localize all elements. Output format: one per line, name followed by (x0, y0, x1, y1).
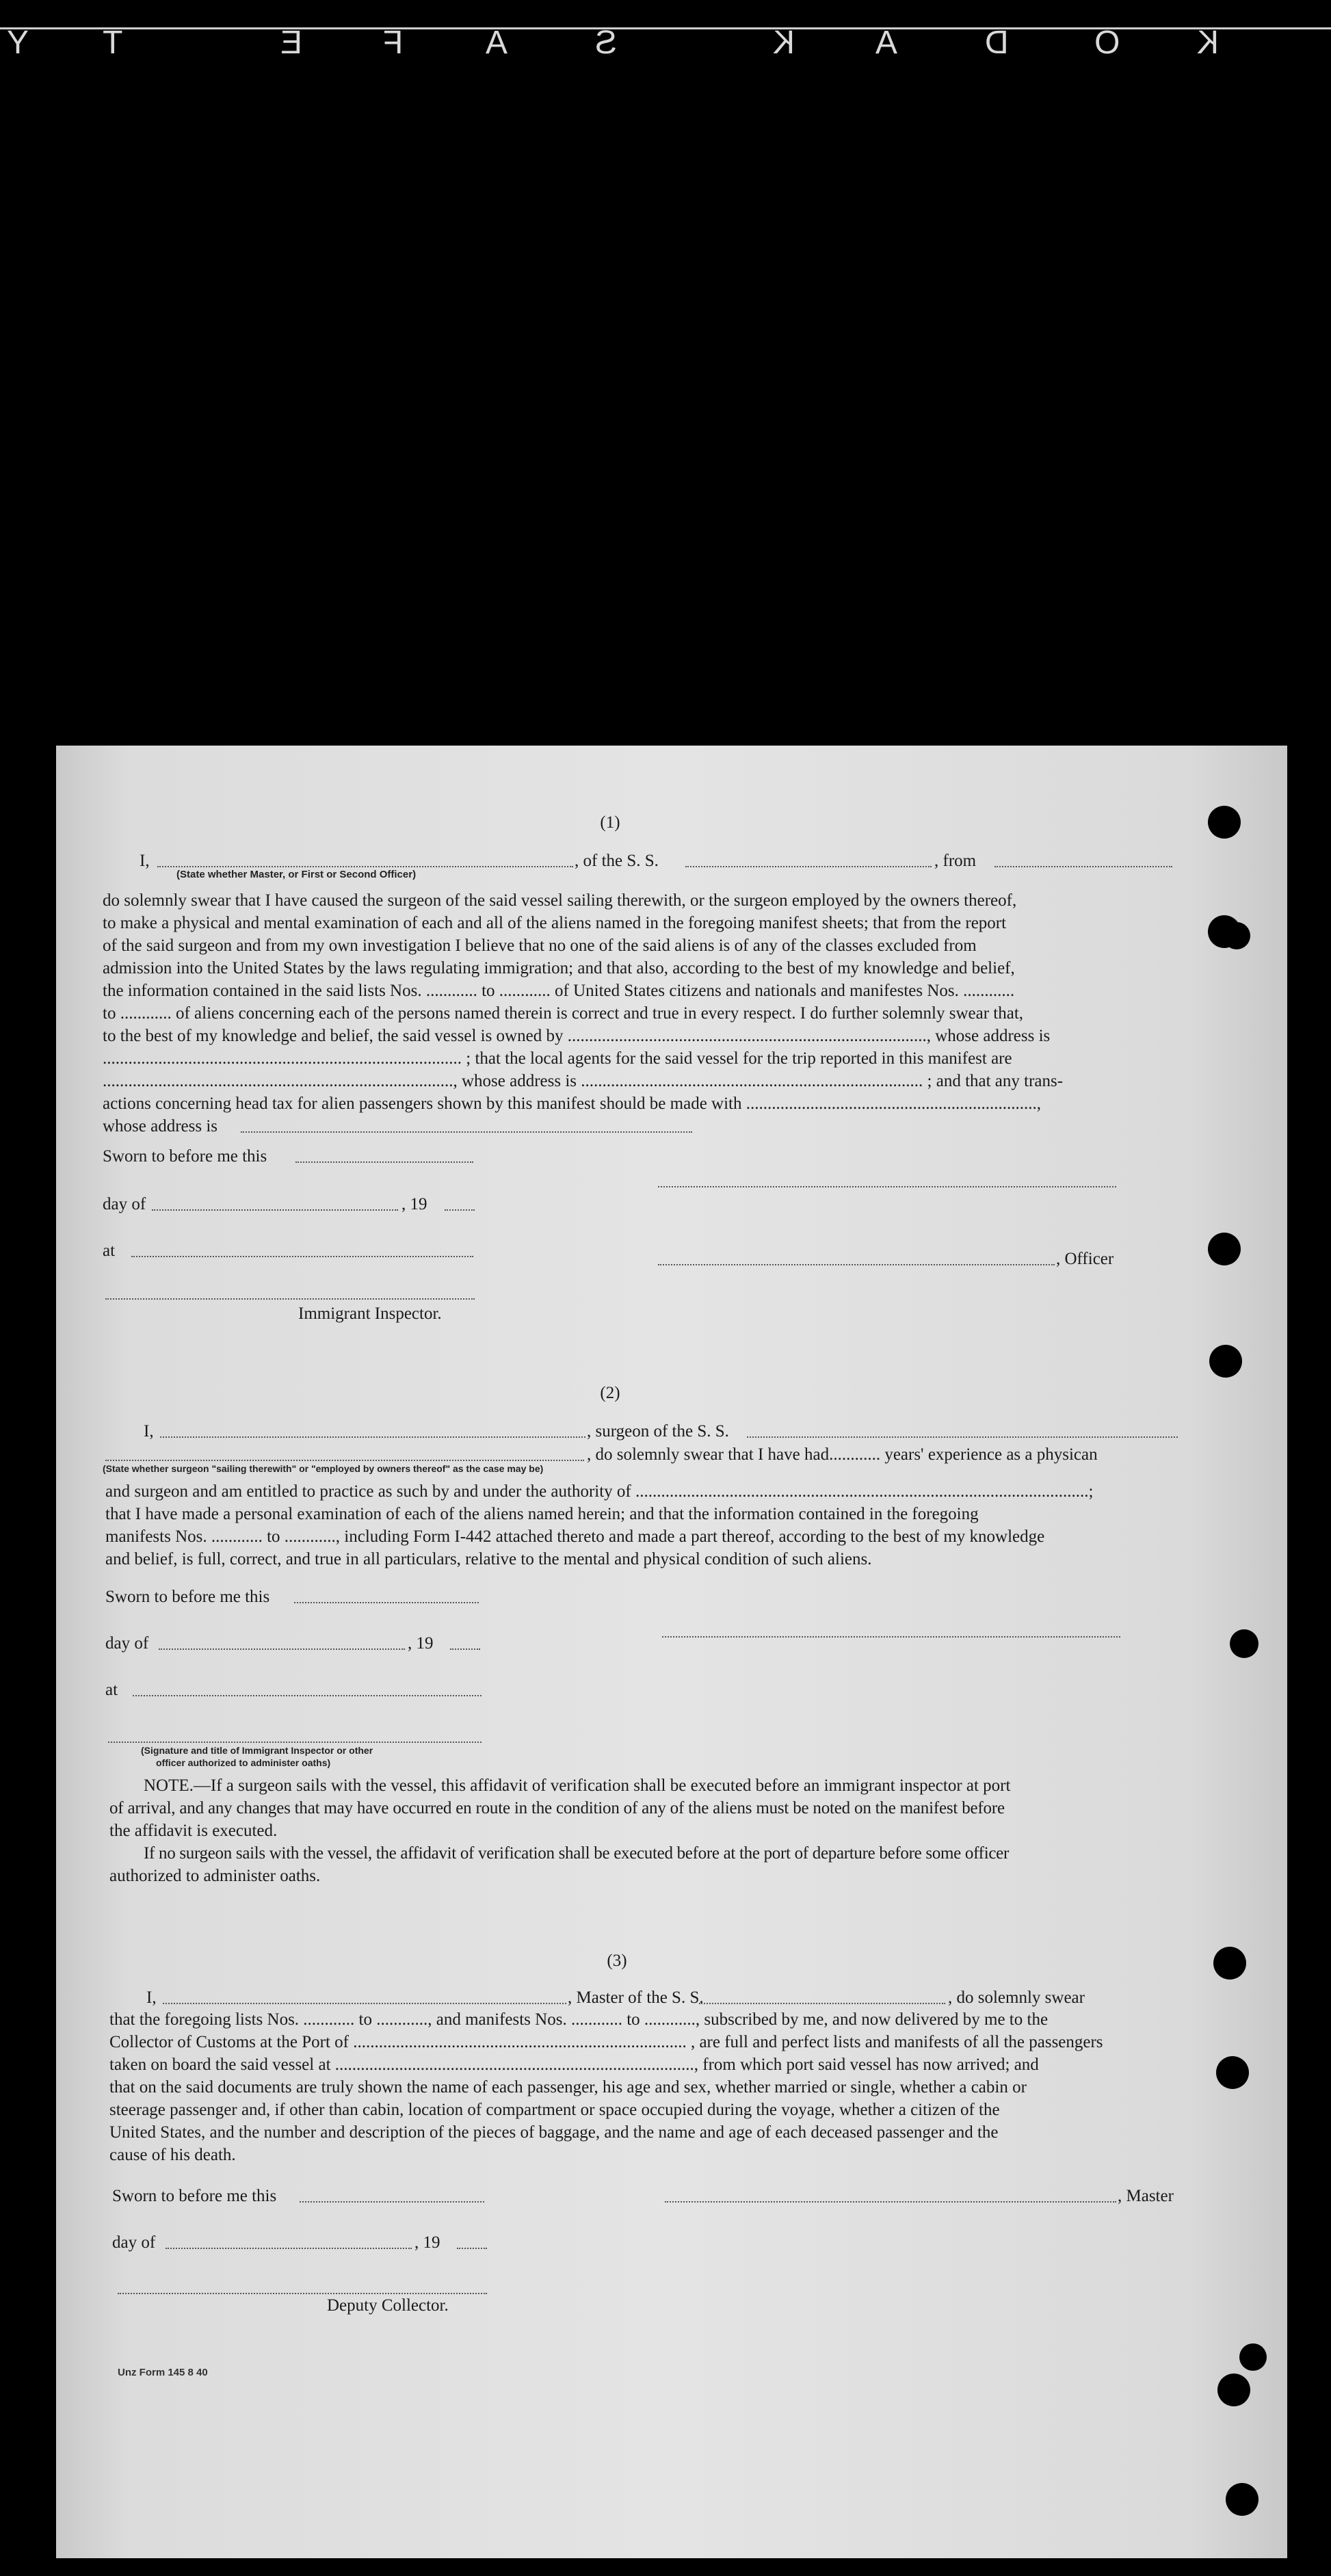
blank-sworn-date (295, 1161, 473, 1163)
punch-hole (1208, 1233, 1241, 1265)
blank-officer-name (157, 866, 573, 867)
master-label: , Master (1118, 2187, 1174, 2205)
body-line: that the foregoing lists Nos. ............ to ............, and manifests Nos. ............ to ............, subscribed by me, and now delivered by me to the (109, 2010, 1049, 2029)
nineteen-3: , 19 (414, 2233, 440, 2252)
punch-hole (1208, 806, 1241, 839)
body-line: and surgeon and am entitled to practice as such by and under the authority of ..........................................................................................................; (105, 1482, 1094, 1501)
note-line: If no surgeon sails with the vessel, the affidavit of verification shall be executed before at the port of departure before some officer (144, 1844, 1009, 1863)
nineteen-1: , 19 (401, 1195, 427, 1213)
blank-signature-1 (658, 1186, 1116, 1187)
edge-letter: D (985, 25, 1009, 61)
blank-master-name (163, 2003, 566, 2004)
note-line: the affidavit is executed. (109, 1822, 278, 1840)
body-line: cause of his death. (109, 2146, 236, 2164)
body-line: that on the said documents are truly shown the name of each passenger, his age and sex, whether married or single, whether a cabin or (109, 2078, 1027, 2097)
section3-master-of: , Master of the S. S. (568, 1988, 704, 2007)
punch-hole (1223, 922, 1250, 949)
body-line: that I have made a personal examination of each of the aliens named herein; and that the information contained in the foregoing (105, 1505, 979, 1523)
edge-letter: A (486, 25, 508, 61)
edge-letter: Y (7, 25, 29, 61)
day-of-3: day of (112, 2233, 156, 2252)
body-line: and belief, is full, correct, and true in all particulars, relative to the mental and physical condition of such aliens. (105, 1550, 872, 1568)
blank-master-sign (665, 2201, 1116, 2203)
manifest-page (56, 746, 1287, 2558)
section2-i: I, (144, 1422, 154, 1441)
punch-hole (1239, 2343, 1267, 2371)
section3-swear: , do solemnly swear (948, 1988, 1085, 2007)
edge-letter: A (875, 25, 898, 61)
edge-letter: S (595, 25, 618, 61)
body-line: actions concerning head tax for alien passengers shown by this manifest should be made with ...................................................................., (103, 1094, 1041, 1113)
note-line: of arrival, and any changes that may have occurred en route in the condition of any of the aliens must be noted on the manifest before (109, 1799, 1005, 1817)
body-line: steerage passenger and, if other than cabin, location of compartment or space occupied during the voyage, whether a citizen of the (109, 2101, 1000, 2119)
form-number: Unz Form 145 8 40 (118, 2367, 208, 2378)
officer-note: (State whether Master, or First or Second Officer) (176, 869, 417, 880)
section3-body (109, 2008, 1181, 2166)
section2-body (105, 1480, 1178, 1570)
section1-number: (1) (600, 813, 620, 832)
body-line: to the best of my knowledge and belief, the said vessel is owned by ...................................................................................., whose address is (103, 1027, 1051, 1045)
blank-vessel-name-2 (747, 1436, 1178, 1438)
deputy-collector: Deputy Collector. (327, 2296, 449, 2315)
blank-surgeon-status (105, 1460, 584, 1461)
blank-signature-2 (662, 1636, 1120, 1638)
body-line: the information contained in the said lists Nos. ............ to ............ of United States citizens and nationals and manifestes Nos. ............ (103, 982, 1015, 1000)
sig-note-1: (Signature and title of Immigrant Inspector or other (141, 1745, 373, 1756)
sworn-3: Sworn to before me this (112, 2187, 277, 2205)
section2-surgeon-of: , surgeon of the S. S. (587, 1422, 729, 1441)
body-line: .................................................................................., whose address is ................................................................................ ; and that any trans- (103, 1072, 1064, 1090)
blank-at (131, 1256, 473, 1257)
blank-address (241, 1131, 692, 1133)
body-line: of the said surgeon and from my own investigation I believe that no one of the said aliens is of any of the classes excluded from (103, 936, 977, 955)
blank-day-3 (166, 2248, 412, 2249)
blank-sworn-date-3 (300, 2201, 484, 2203)
blank-day (152, 1209, 398, 1211)
body-line: admission into the United States by the laws regulating immigration; and that also, according to the best of my knowledge and belief, (103, 959, 1015, 977)
body-line: United States, and the number and description of the pieces of baggage, and the name and age of each deceased passenger and the (109, 2123, 999, 2142)
body-line: to ............ of aliens concerning each of the persons named therein is correct and true in every respect. I do further solemnly swear that, (103, 1004, 1024, 1023)
body-line: taken on board the said vessel at ...................................................................................., from which port said vessel has now arrived; and (109, 2055, 1039, 2074)
at-1: at (103, 1241, 116, 1260)
blank-from-port (994, 866, 1172, 867)
blank-surgeon-name (160, 1436, 585, 1438)
film-edge-text (0, 24, 1331, 61)
body-line: manifests Nos. ............ to ............, including Form I-442 attached thereto and made a part thereof, according to the best of my knowledge (105, 1527, 1045, 1546)
section3-i: I, (146, 1988, 157, 2007)
body-line: .................................................................................... ; that the local agents for the said vessel for the trip reported in this manifest are (103, 1049, 1012, 1068)
edge-letter: T (103, 25, 123, 61)
punch-hole (1217, 2374, 1250, 2406)
edge-letter: O (1094, 25, 1120, 61)
body-line: do solemnly swear that I have caused the surgeon of the said vessel sailing therewith, or the surgeon employed by the owners thereof, (103, 891, 1017, 910)
blank-year (445, 1209, 475, 1211)
surgeon-note: (State whether surgeon "sailing therewith" or "employed by owners thereof" as the case may be) (103, 1463, 544, 1474)
day-of-1: day of (103, 1195, 146, 1213)
sig-note-2: officer authorized to administer oaths) (156, 1757, 331, 1768)
punch-hole (1226, 2483, 1258, 2516)
punch-hole (1230, 1629, 1258, 1658)
immigrant-inspector: Immigrant Inspector. (298, 1304, 442, 1323)
blank-inspector (105, 1298, 475, 1300)
punch-hole (1216, 2056, 1249, 2089)
nineteen-2: , 19 (408, 1634, 434, 1653)
day-of-2: day of (105, 1634, 149, 1653)
section1-from: , from (934, 852, 977, 870)
edge-letter: K (773, 25, 795, 61)
at-2: at (105, 1681, 118, 1699)
note-line: NOTE.—If a surgeon sails with the vessel, this affidavit of verification shall be executed before an immigrant inspector at port (144, 1776, 1011, 1795)
section2-number: (2) (600, 1384, 620, 1402)
blank-day-2 (159, 1648, 405, 1650)
section2-swear: , do solemnly swear that I have had............ years' experience as a physican (587, 1445, 1098, 1464)
edge-letter: E (280, 25, 303, 61)
blank-at-2 (133, 1695, 482, 1696)
sworn-1: Sworn to before me this (103, 1147, 267, 1166)
whose-address: whose address is (103, 1117, 218, 1135)
body-line: Collector of Customs at the Port of .............................................................................. , are full and perfect lists and manifests of all the passengers (109, 2033, 1103, 2051)
section3-number: (3) (607, 1951, 627, 1970)
blank-vessel-name-3 (699, 2003, 945, 2004)
blank-year-3 (457, 2248, 487, 2249)
sworn-2: Sworn to before me this (105, 1588, 270, 1606)
section1-i: I, (140, 852, 150, 870)
note-line: authorized to administer oaths. (109, 1867, 321, 1885)
punch-hole (1213, 1947, 1246, 1980)
section1-body (103, 889, 1175, 1115)
edge-letter: F (383, 25, 404, 61)
blank-vessel-name (685, 866, 932, 867)
blank-year-2 (450, 1648, 480, 1650)
blank-officer-sign (658, 1264, 1055, 1265)
blank-inspector-sign (108, 1742, 482, 1743)
edge-letter: K (1197, 25, 1220, 61)
body-line: to make a physical and mental examination of each and all of the aliens named in the foregoing manifest sheets; that from the report (103, 914, 1007, 932)
blank-sworn-date-2 (294, 1602, 479, 1603)
officer-label: , Officer (1056, 1250, 1114, 1268)
section1-of-ss: , of the S. S. (575, 852, 659, 870)
punch-hole (1209, 1345, 1242, 1378)
